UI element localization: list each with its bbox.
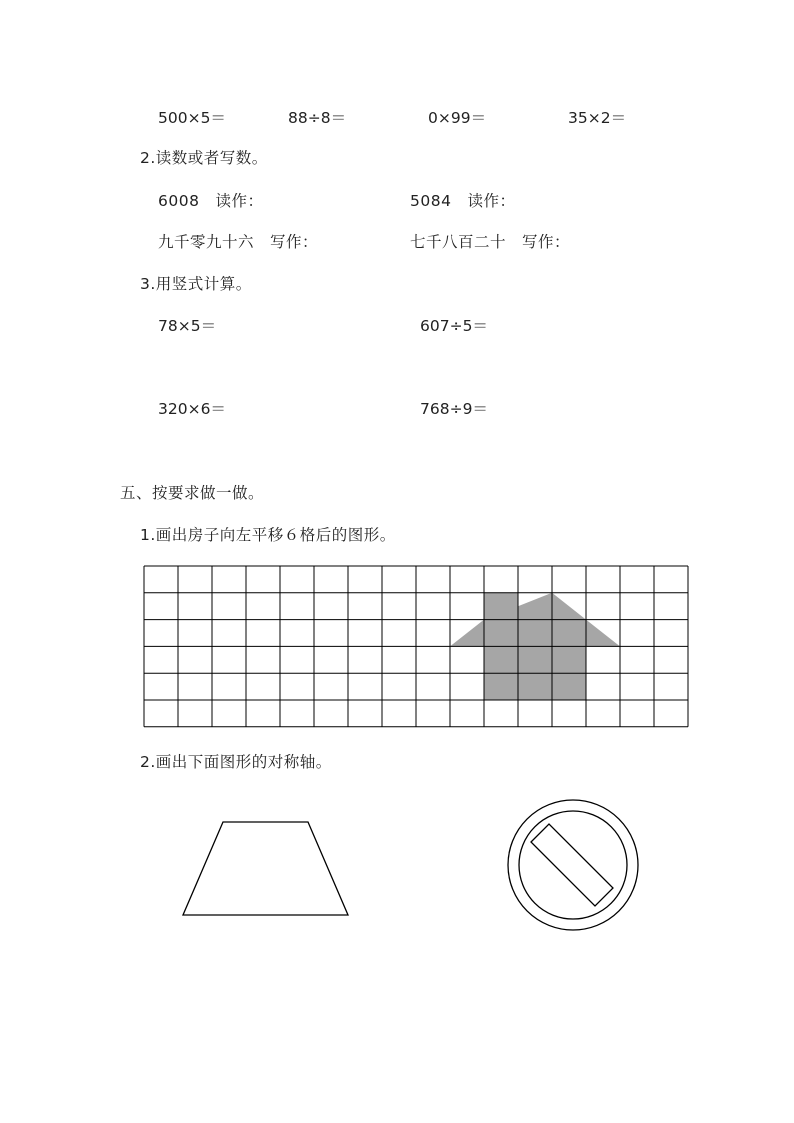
write-9096: 九千零九十六 写作：	[158, 233, 319, 251]
calc-607div5: 607÷5＝	[420, 317, 488, 335]
trapezoid-shape	[176, 816, 356, 921]
prohibition-sign	[503, 795, 643, 935]
section5-title: 五、按要求做一做。	[120, 484, 265, 502]
q3-title: 3.用竖式计算。	[140, 275, 252, 293]
calc-320x6: 320×6＝	[158, 400, 226, 418]
read-5084: 5084 读作：	[410, 192, 516, 210]
q2-title: 2.读数或者写数。	[140, 149, 268, 167]
calc-35x2: 35×2＝	[568, 109, 627, 127]
section5-q1: 1.画出房子向左平移６格后的图形。	[140, 526, 396, 544]
calc-768div9: 768÷9＝	[420, 400, 488, 418]
calc-88div8: 88÷8＝	[288, 109, 347, 127]
grid-lines	[144, 566, 688, 727]
calc-0x99: 0×99＝	[428, 109, 487, 127]
write-7820: 七千八百二十 写作：	[410, 233, 571, 251]
translation-grid	[0, 560, 794, 760]
read-6008: 6008 读作：	[158, 192, 264, 210]
calc-500x5: 500×5＝	[158, 109, 226, 127]
calc-78x5: 78×5＝	[158, 317, 217, 335]
section5-q2: 2.画出下面图形的对称轴。	[140, 753, 332, 771]
